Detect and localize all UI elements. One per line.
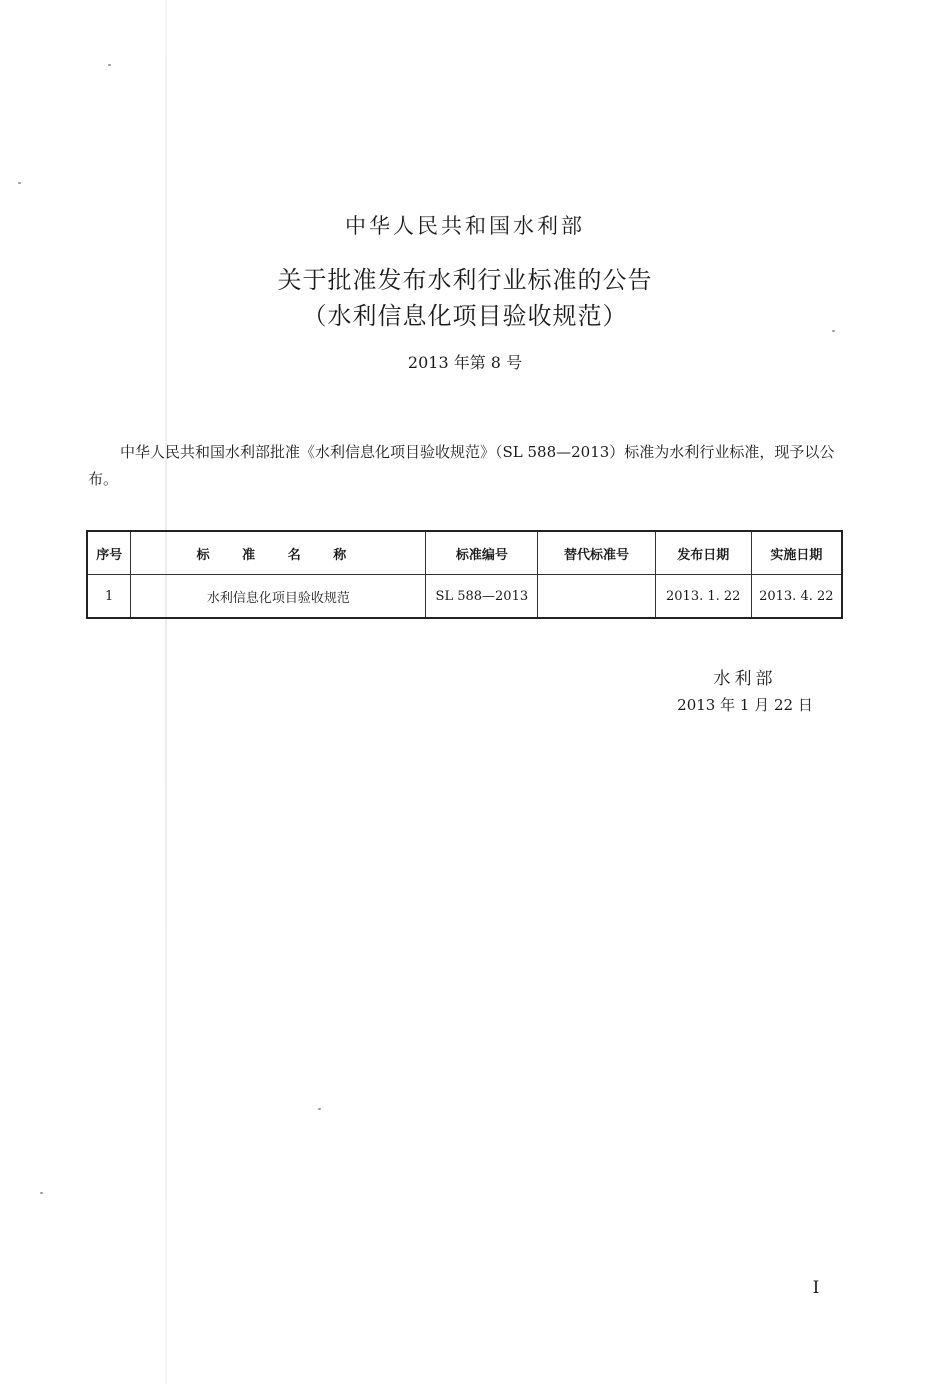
announcement-subtitle: （水利信息化项目验收规范） bbox=[302, 302, 628, 330]
issuing-ministry: 中华人民共和国水利部 bbox=[345, 214, 585, 238]
cell-code: SL 588—2013 bbox=[426, 575, 538, 619]
header-replaced: 替代标准号 bbox=[538, 531, 656, 575]
cell-publish-date: 2013. 1. 22 bbox=[655, 575, 751, 619]
scan-speck bbox=[18, 182, 21, 184]
standards-table bbox=[86, 530, 843, 619]
announcement-body: 中华人民共和国水利部批准《水利信息化项目验收规范》（SL 588—2013）标准为水利行业标准，现予以公布。 bbox=[88, 443, 835, 488]
cell-seq: 1 bbox=[87, 575, 131, 619]
scan-speck bbox=[108, 64, 111, 66]
scan-fold-shadow bbox=[165, 0, 167, 1384]
signature-date: 2013 年 1 月 22 日 bbox=[677, 696, 813, 714]
cell-name: 水利信息化项目验收规范 bbox=[131, 575, 426, 619]
cell-replaced bbox=[538, 575, 656, 619]
header-effective-date: 实施日期 bbox=[751, 531, 842, 575]
scan-speck bbox=[40, 1192, 43, 1194]
header-publish-date: 发布日期 bbox=[655, 531, 751, 575]
document-number: 2013 年第 8 号 bbox=[407, 353, 523, 372]
header-seq: 序号 bbox=[87, 531, 131, 575]
header-code: 标准编号 bbox=[426, 531, 538, 575]
scan-speck bbox=[318, 1108, 321, 1110]
signature-organization: 水利部 bbox=[713, 669, 777, 689]
cell-effective-date: 2013. 4. 22 bbox=[751, 575, 842, 619]
page-number: I bbox=[812, 1278, 820, 1298]
header-name: 标 准 名 称 bbox=[131, 531, 426, 575]
table-row bbox=[87, 575, 842, 619]
announcement-title: 关于批准发布水利行业标准的公告 bbox=[277, 266, 653, 294]
table-header-row bbox=[87, 531, 842, 575]
